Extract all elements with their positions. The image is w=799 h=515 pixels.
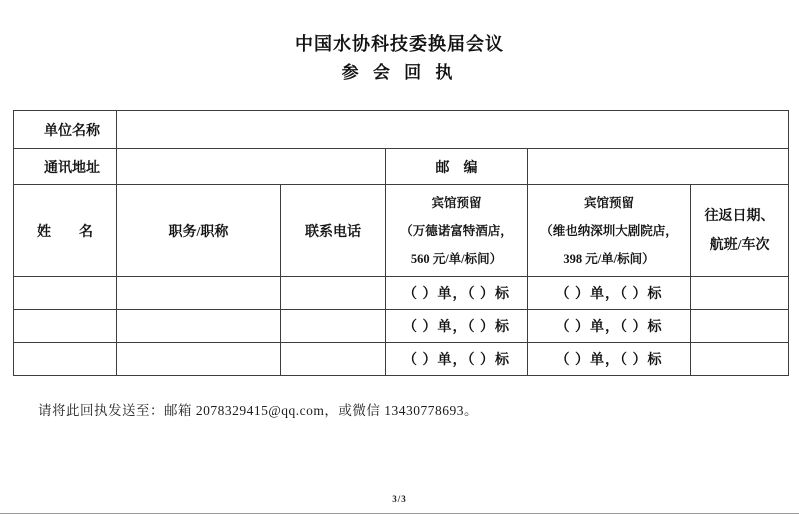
- send-to-note: 请将此回执发送至：邮箱 2078329415@qq.com，或微信 13430778693。: [38, 403, 479, 418]
- row-address: [14, 149, 789, 185]
- header-hotel2: [528, 185, 691, 277]
- attendee-row: [14, 343, 789, 376]
- hotel1-choice-cell[interactable]: （ ）单，（ ）标: [386, 310, 528, 343]
- header-phone: 联系电话: [281, 185, 386, 277]
- address-label: 通讯地址: [14, 149, 117, 185]
- name-input-cell[interactable]: [14, 310, 117, 343]
- header-name: 姓 名: [14, 185, 117, 277]
- phone-input-cell[interactable]: [281, 277, 386, 310]
- hotel2-name: （维也纳深圳大剧院店，: [540, 223, 678, 238]
- page-subtitle: 参 会 回 执: [341, 63, 458, 82]
- position-input-cell[interactable]: [117, 277, 281, 310]
- travel-input-cell[interactable]: [691, 343, 789, 376]
- hotel1-price: 560 元/单/标间）: [410, 251, 503, 266]
- hotel1-name: （万德诺富特酒店，: [400, 223, 513, 238]
- phone-input-cell[interactable]: [281, 310, 386, 343]
- row-unit-name: [14, 111, 789, 149]
- hotel1-choice-cell[interactable]: （ ）单，（ ）标: [386, 343, 528, 376]
- name-input-cell[interactable]: [14, 343, 117, 376]
- postcode-label: 邮 编: [386, 149, 528, 185]
- unit-name-input-cell[interactable]: [117, 111, 789, 149]
- travel-input-cell[interactable]: [691, 277, 789, 310]
- travel-line1: 往返日期、: [704, 208, 775, 224]
- attendee-row: [14, 277, 789, 310]
- travel-input-cell[interactable]: [691, 310, 789, 343]
- header-hotel1: [386, 185, 528, 277]
- postcode-input-cell[interactable]: [528, 149, 789, 185]
- page-title: 中国水协科技委换届会议: [295, 34, 504, 54]
- page-bottom-divider: [0, 513, 799, 514]
- page-number: 3/3: [392, 494, 407, 504]
- hotel2-choice-cell[interactable]: （ ）单，（ ）标: [528, 343, 691, 376]
- position-input-cell[interactable]: [117, 310, 281, 343]
- row-column-headers: [14, 185, 789, 277]
- travel-line2: 航班/车次: [709, 237, 770, 253]
- hotel2-price: 398 元/单/标间）: [563, 251, 655, 266]
- hotel1-choice-cell[interactable]: （ ）单，（ ）标: [386, 277, 528, 310]
- header-travel: [691, 185, 789, 277]
- name-input-cell[interactable]: [14, 277, 117, 310]
- reply-form-table: [13, 110, 789, 376]
- hotel2-title: 宾馆预留: [583, 195, 634, 210]
- hotel1-title: 宾馆预留: [431, 195, 482, 210]
- hotel2-choice-cell[interactable]: （ ）单，（ ）标: [528, 310, 691, 343]
- phone-input-cell[interactable]: [281, 343, 386, 376]
- hotel2-choice-cell[interactable]: （ ）单，（ ）标: [528, 277, 691, 310]
- header-position: 职务/职称: [117, 185, 281, 277]
- unit-name-label: 单位名称: [14, 111, 117, 149]
- position-input-cell[interactable]: [117, 343, 281, 376]
- attendee-row: [14, 310, 789, 343]
- address-input-cell[interactable]: [117, 149, 386, 185]
